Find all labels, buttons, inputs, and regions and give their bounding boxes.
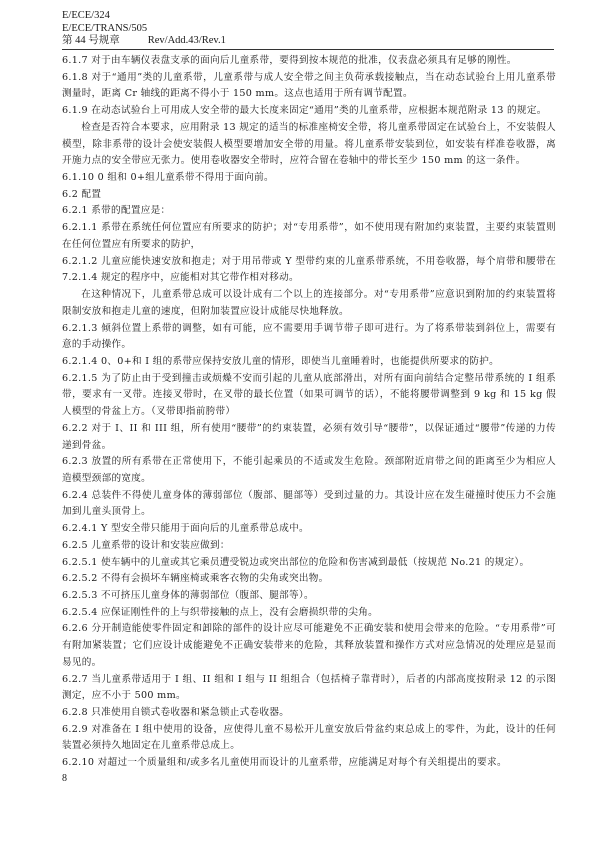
page-header [62, 10, 562, 48]
revision-ref: Rev/Add.43/Rev.1 [147, 35, 226, 46]
paragraph-6-2-2: 6.2.2 对于 I、II 和 III 组，所有使用“腰带”的约束装置，必须有效引导“腰带”，以保证通过“腰带”传递的力传递到骨盆。 [62, 422, 556, 451]
paragraph-6-2-5-1: 6.2.5.1 使车辆中的儿童或其它乘员遭受锐边或突出部位的危险和伤害减到最低（按规范 No.21 的规定）。 [62, 556, 530, 568]
paragraph-6-2-10: 6.2.10 对超过一个质量组和/或多名儿童使用而设计的儿童系带，应能满足对每个有关组提出的要求。 [62, 757, 507, 769]
paragraph-6-2-4: 6.2.4 总装件不得使儿童身体的薄弱部位（腹部、腿部等）受到过量的力。其设计应在发生碰撞时使压力不会施加到儿童头顶骨上。 [62, 489, 556, 518]
doc-symbol-2: E/ECE/TRANS/505 [62, 22, 148, 34]
paragraph-6-2-6: 6.2.6 分开制造能使零件固定和卸除的部件的设计应尽可能避免不正确安装和使用会带来的危险。“专用系带”可有附加紧装置；它们应设计成能避免不正确安装带来的危险，其释放装置和操作方式对应急情况的处理应是显而易见的。 [62, 623, 556, 668]
paragraph-6-2-9: 6.2.9 对准备在 I 组中使用的设备，应使得儿童不易松开儿童安放后骨盆约束总成上的零件，为此，设计的任何装置必须持久地固定在儿童系带总成上。 [62, 723, 556, 752]
paragraph-case-note: 在这种情况下，儿童系带总成可以设计成有二个以上的连接部分。对“专用系带”应意识到附加的约束装置将限制安放和抱走儿童的速度，但附加装置应设计成能尽快地释放。 [62, 289, 556, 317]
section-heading-6-2: 6.2 配置 [62, 188, 102, 200]
paragraph-6-2-1-5: 6.2.1.5 为了防止由于受到撞击或烦燥不安而引起的儿童从底部滑出，对所有面向前结合定整吊带系统的 I 组系带，要求有一叉带。连接叉带时，在叉带的最长位置（如果可调节的话），不能将腰带调整到 9 kg 和 15 kg 假人模型的骨盆上方。（叉带即指前胯带） [62, 372, 556, 418]
paragraph-6-2-5-4: 6.2.5.4 应保证刚性件的上与织带接触的点上，没有会磨损织带的尖角。 [62, 606, 379, 618]
paragraph-6-2-1-2: 6.2.1.2 儿童应能快速安放和抱走；对于用吊带或 Y 型带约束的儿童系带系统，不用卷收器，每个肩带和腰带在 7.2.1.4 规定的程序中，应能相对其它带作相对移动。 [62, 255, 556, 284]
header-divider [62, 49, 554, 50]
paragraph-6-2-1-1: 6.2.1.1 系带在系统任何位置应有所要求的防护；对“专用系带”，如不使用现有附加约束装置，主要约束装置则在任何位置应有所要求的防护， [62, 222, 556, 250]
paragraph-6-2-5: 6.2.5 儿童系带的设计和安装应做到： [62, 539, 230, 551]
paragraph-6-2-7: 6.2.7 当儿童系带适用于 I 组、II 组和 I 组与 II 组组合（包括椅子靠背时），后者的内部高度按附录 12 的示图测定，应不小于 500 mm。 [62, 673, 556, 702]
paragraph-6-2-5-3: 6.2.5.3 不可挤压儿童身体的薄弱部位（腹部、腿部等）。 [62, 590, 314, 601]
paragraph-6-2-1-3: 6.2.1.3 倾斜位置上系带的调整，如有可能，应不需要用手调节带子即可进行。为了将系带装到斜位上，需要有意的手动操作。 [62, 322, 556, 351]
paragraph-6-2-4-1: 6.2.4.1 Y 型安全带只能用于面向后的儿童系带总成中。 [62, 523, 309, 535]
paragraph-6-2-5-2: 6.2.5.2 不得有会损坏车辆座椅或乘客衣物的尖角或突出物。 [62, 573, 329, 585]
document-body [62, 53, 556, 772]
page-number: 8 [62, 773, 67, 784]
paragraph-check: 检查是否符合本要求，应用附录 13 规定的适当的标准座椅安全带，将儿童系带固定在试验台上，不安装假人模型，除非系带的设计会使安装假人模型要增加安全带的用量。将儿童系带安装到位，如安装有样准卷收器，离开施力点的安全带应无张力。使用卷收器安全带时，应符合留在卷轴中的带长至少 150 mm 的这一条件。 [62, 121, 556, 167]
paragraph-6-2-8: 6.2.8 只准使用自锁式卷收器和紧急锁止式卷收器。 [62, 707, 290, 719]
paragraph-6-1-8: 6.1.8 对于“通用”类的儿童系带，儿童系带与成人安全带之间主负荷承载接触点，当在动态试验台上用儿童系带测量时，距离 Cr 轴线的距离不得小于 150 mm。这点也适用于所有调节配置。 [62, 71, 556, 100]
paragraph-6-2-1-4: 6.2.1.4 0、0+和 I 组的系带应保持安放儿童的情形，即使当儿童睡着时，也能提供所要求的防护。 [62, 355, 500, 367]
regulation-number: 第 44 号规章 [62, 35, 120, 46]
paragraph-6-2-3: 6.2.3 放置的所有系带在正常使用下，不能引起乘员的不适或发生危险。颈部附近肩带之间的距离至少为相应人造模型颈部的宽度。 [62, 456, 556, 484]
doc-symbol-1: E/ECE/324 [62, 10, 110, 21]
paragraph-6-1-7: 6.1.7 对于由车辆仪表盘支承的面向后儿童系带，要得到按本规范的批准，仪表盘必须具有足够的刚性。 [62, 55, 517, 66]
paragraph-6-1-9: 6.1.9 在动态试验台上可用成人安全带的最大长度来固定“通用”类的儿童系带，应根据本规范附录 13 的规定。 [62, 105, 547, 117]
paragraph-6-1-10: 6.1.10 0 组和 0+组儿童系带不得用于面向前。 [62, 172, 274, 184]
header-regulation-line [62, 35, 562, 48]
paragraph-6-2-1: 6.2.1 系带的配置应是： [62, 205, 171, 217]
